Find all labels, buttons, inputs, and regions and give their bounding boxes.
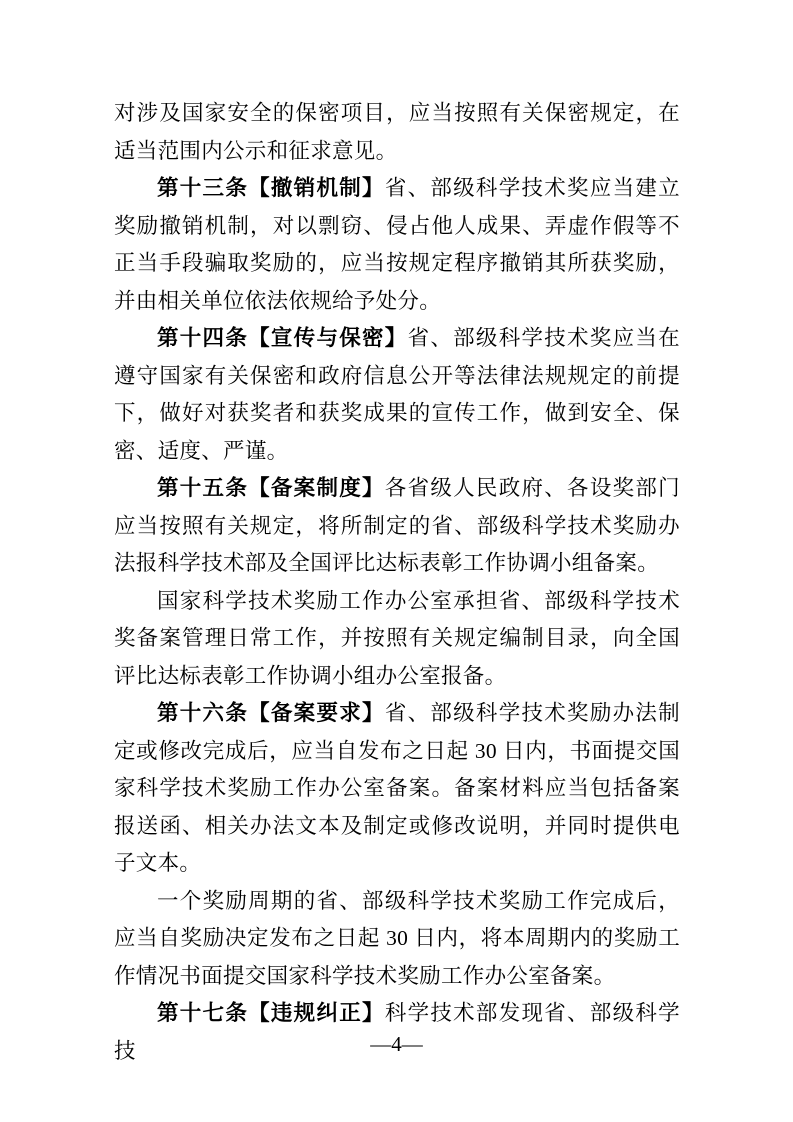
page-number: —4— (370, 1032, 423, 1056)
paragraph (114, 320, 680, 470)
paragraph (114, 583, 680, 696)
paragraph-text: 对涉及国家安全的保密项目，应当按照有关保密规定，在适当范围内公示和征求意见。 (114, 101, 680, 163)
paragraph-text: 国家科学技术奖励工作办公室承担省、部级科学技术奖备案管理日常工作，并按照有关规定编制目录，向全国评比达标表彰工作协调小组办公室报备。 (114, 588, 680, 688)
article-heading: 第十三条【撤销机制】 (157, 176, 385, 200)
article-heading: 第十六条【备案要求】 (157, 701, 385, 725)
paragraph-text: 各省级人民政府、各设奖部门应当按照有关规定，将所制定的省、部级科学技术奖励办法报科学技术部及全国评比达标表彰工作协调小组备案。 (114, 476, 680, 575)
paragraph (114, 883, 680, 996)
article-heading: 第十四条【宣传与保密】 (157, 326, 408, 350)
paragraph (114, 695, 680, 883)
paragraph-text: 省、部级科学技术奖应当在遵守国家有关保密和政府信息公开等法律法规规定的前提下，做好对获奖者和获奖成果的宣传工作，做到安全、保密、适度、严谨。 (114, 326, 680, 463)
paragraph (114, 470, 680, 583)
article-heading: 第十七条【违规纠正】 (157, 1001, 385, 1025)
document-body (114, 95, 680, 1070)
paragraph-text: 省、部级科学技术奖励办法制定或修改完成后，应当自发布之日起 30 日内，书面提交国家科学技术奖励工作办公室备案。备案材料应当包括备案报送函、相关办法文本及制定或修改说明，并同时提供电子文本。 (114, 701, 680, 875)
paragraph (114, 170, 680, 320)
paragraph (114, 95, 680, 170)
page-footer (0, 1026, 793, 1064)
paragraph-text: 一个奖励周期的省、部级科学技术奖励工作完成后，应当自奖励决定发布之日起 30 日内，将本周期内的奖励工作情况书面提交国家科学技术奖励工作办公室备案。 (114, 888, 680, 988)
article-heading: 第十五条【备案制度】 (157, 476, 385, 500)
paragraph-text: 省、部级科学技术奖应当建立奖励撤销机制，对以剽窃、侵占他人成果、弄虚作假等不正当手段骗取奖励的，应当按规定程序撤销其所获奖励，并由相关单位依法依规给予处分。 (114, 176, 680, 313)
paragraph-text: 科学技术部发现省、部级科学技 (114, 1001, 680, 1063)
